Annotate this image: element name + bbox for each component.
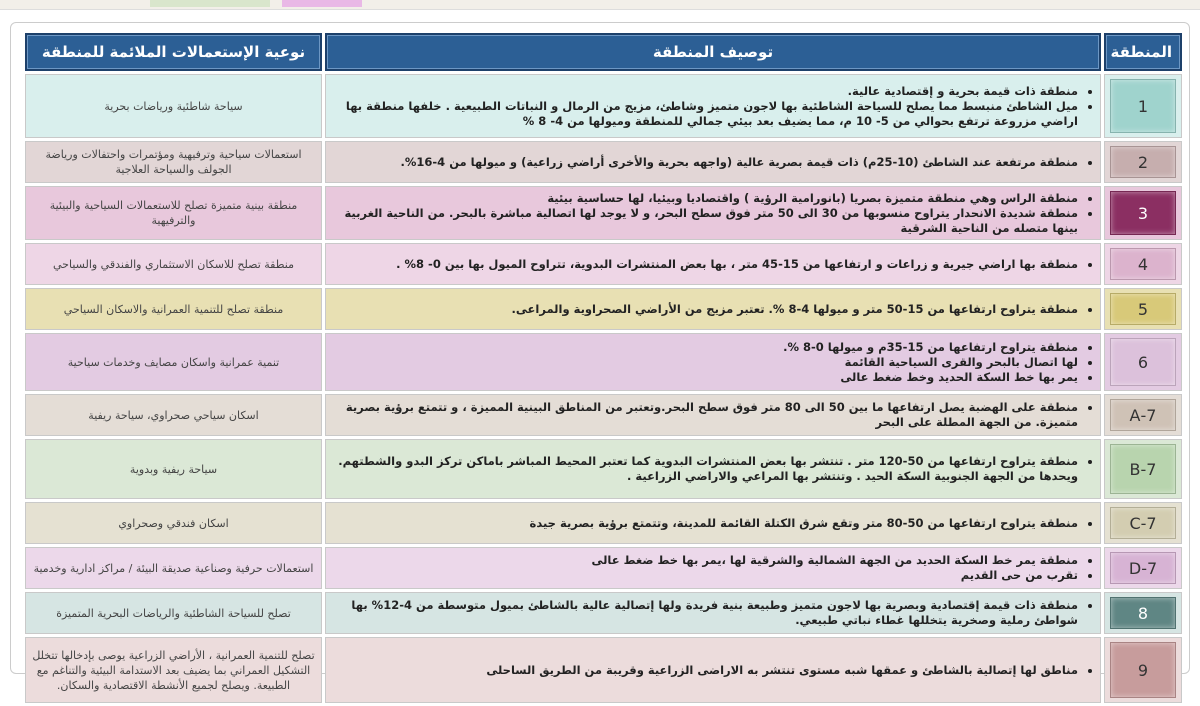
description-item: • منطقة يتراوح ارتفاعها من 15-50 متر و ميولها 4-8 %. تعتبر مزيج من الأراضي الصحراوية والمراعى. bbox=[332, 302, 1078, 317]
description-item: • منطقة يتراوح ارتفاعها من 50-120 متر . تنتشر بها بعض المنتشرات البدوية كما تعتبر المحيط المباشر باماكن تركز البدو والشطتهم. ويحدها من الجهة الجنوبية السكة الحيد . وتنتشر بها المراعي والاراضي الزراعية . bbox=[332, 454, 1078, 484]
zone-uses-cell: منطقة تصلح للتنمية العمرانية والاسكان السياحي bbox=[25, 288, 322, 330]
description-item: • منطقة ذات قيمة بحرية و إقتصادية عالية. bbox=[332, 84, 1078, 99]
zone-description-cell bbox=[325, 394, 1101, 436]
table-row bbox=[25, 186, 1182, 240]
zone-uses-cell: منطقة بينية متميزة تصلح للاستعمالات السياحية والبيئية والترفيهية bbox=[25, 186, 322, 240]
zone-id-badge: 8 bbox=[1110, 597, 1176, 629]
description-item: • منطقة يتراوح ارتفاعها من 50-80 متر وتقع شرق الكتلة القائمة للمدينة، وتتمتع برؤية بصرية جيدة bbox=[332, 516, 1078, 531]
table-row bbox=[25, 333, 1182, 391]
zone-description-cell bbox=[325, 141, 1101, 183]
table-row bbox=[25, 547, 1182, 589]
zone-id-badge: 7-B bbox=[1110, 444, 1176, 494]
description-item: • منطقة بها اراضي جيرية و زراعات و ارتفاعها من 15-45 متر ، بها بعض المنتشرات البدوية، تتراوح الميول بها بين 0- 8% . bbox=[332, 257, 1078, 272]
zone-cell bbox=[1104, 333, 1182, 391]
table-header-row bbox=[25, 33, 1182, 71]
description-list bbox=[332, 454, 1092, 484]
zone-uses-cell: منطقة تصلح للاسكان الاستثماري والفندقي والسياحي bbox=[25, 243, 322, 285]
zone-uses-cell: تصلح للتنمية العمرانية ، الأراضي الزراعية يوصى بإدخالها تتخلل التشكيل العمراني بما يضيف بعد الاستدامة البيئية والتناغم مع الطبيعة. ويصلح لجميع الأنشطة الاقتصادية والسكان. bbox=[25, 637, 322, 703]
zone-description-cell bbox=[325, 637, 1101, 703]
header-description: توصيف المنطقة bbox=[325, 33, 1101, 71]
table-row bbox=[25, 141, 1182, 183]
zone-description-cell bbox=[325, 547, 1101, 589]
zone-description-cell bbox=[325, 333, 1101, 391]
description-item: • يمر بها خط السكة الحديد وخط ضغط عالى bbox=[332, 370, 1078, 385]
zone-description-cell bbox=[325, 502, 1101, 544]
description-item: • منطقة ذات قيمة إقتصادية وبصرية بها لاجون متميز وطبيعة بنية فريدة ولها إتصالية عالية بالشاطئ بميول متوسطة من 4-12% بها شواطئ رملية وصخرية يتخللها غطاء نباتي طبيعي. bbox=[332, 598, 1078, 628]
zone-cell bbox=[1104, 547, 1182, 589]
description-item: • منطقة الراس وهي منطقة متميزة بصريا (بانورامية الرؤية ) واقتصاديا وبيئيا، لها حساسية بيئية bbox=[332, 191, 1078, 206]
zone-cell bbox=[1104, 394, 1182, 436]
zone-uses-cell: اسكان سياحي صحراوي، سياحة ريفية bbox=[25, 394, 322, 436]
zone-uses-cell: تنمية عمرانية واسكان مصايف وخدمات سياحية bbox=[25, 333, 322, 391]
zoning-table bbox=[22, 30, 1185, 706]
zone-cell bbox=[1104, 439, 1182, 499]
banner-accent bbox=[282, 0, 362, 7]
description-item: • منطقة يتراوح ارتفاعها من 15-35م و ميولها 0-8 %. bbox=[332, 340, 1078, 355]
zone-cell bbox=[1104, 288, 1182, 330]
description-list bbox=[332, 302, 1092, 317]
zone-uses-cell: سياحة شاطئية ورياضات بحرية bbox=[25, 74, 322, 138]
zone-description-cell bbox=[325, 439, 1101, 499]
zone-cell bbox=[1104, 74, 1182, 138]
zone-uses-cell: استعمالات سياحية وترفيهية ومؤتمرات واحتفالات ورياضة الجولف والسياحة العلاجية bbox=[25, 141, 322, 183]
description-item: • تقرب من حى القديم bbox=[332, 568, 1078, 583]
zone-uses-cell: سياحة ريفية وبدوية bbox=[25, 439, 322, 499]
zone-cell bbox=[1104, 141, 1182, 183]
banner-logo bbox=[150, 0, 270, 7]
zone-uses-cell: استعمالات حرفية وصناعية صديقة البيئة / مراكز ادارية وخدمية bbox=[25, 547, 322, 589]
description-item: • منطقة على الهضبة يصل ارتفاعها ما بين 50 الى 80 متر فوق سطح البحر.وتعتبر من المناطق البينية المميزة ، و تتمتع برؤية بصرية متميزة. من الجهة المطلة على البحر bbox=[332, 400, 1078, 430]
zone-description-cell bbox=[325, 186, 1101, 240]
table-row bbox=[25, 637, 1182, 703]
zone-cell bbox=[1104, 243, 1182, 285]
top-banner-strip bbox=[0, 0, 1200, 10]
zone-id-badge: 4 bbox=[1110, 248, 1176, 280]
description-item: • منطقة مرتفعة عند الشاطئ (10-25م) ذات قيمة بصرية عالية (واجهه بحرية والأخرى أراضي زراعية) و ميولها من 4-16%. bbox=[332, 155, 1078, 170]
zone-id-badge: 2 bbox=[1110, 146, 1176, 178]
table-row bbox=[25, 439, 1182, 499]
description-item: • لها اتصال بالبحر والقرى السياحية القائمة bbox=[332, 355, 1078, 370]
table-body bbox=[25, 74, 1182, 703]
table-row bbox=[25, 243, 1182, 285]
zone-description-cell bbox=[325, 74, 1101, 138]
zone-cell bbox=[1104, 592, 1182, 634]
table-row bbox=[25, 502, 1182, 544]
zone-id-badge: 3 bbox=[1110, 191, 1176, 235]
description-list bbox=[332, 191, 1092, 236]
table-row bbox=[25, 74, 1182, 138]
zone-id-badge: 7-D bbox=[1110, 552, 1176, 584]
zone-description-cell bbox=[325, 592, 1101, 634]
zone-id-badge: 7-A bbox=[1110, 399, 1176, 431]
description-list bbox=[332, 84, 1092, 129]
description-list bbox=[332, 340, 1092, 385]
zone-cell bbox=[1104, 186, 1182, 240]
description-item: • ميل الشاطئ منبسط مما يصلح للسياحة الشاطئية بها لاجون متميز وشاطئ، مزيج من الرمال و النباتات الطبيعية . خلفها منطقة بها اراضي مزروعة ترتفع بحوالي من 5- 10 م، مما يضيف بعد بيئي جمالي للمنطقة وميولها من 4- 8 % bbox=[332, 99, 1078, 129]
table-row bbox=[25, 592, 1182, 634]
zone-uses-cell: اسكان فندقي وصحراوي bbox=[25, 502, 322, 544]
zone-id-badge: 5 bbox=[1110, 293, 1176, 325]
zone-uses-cell: تصلح للسياحة الشاطئية والرياضات البحرية المتميزة bbox=[25, 592, 322, 634]
zone-id-badge: 1 bbox=[1110, 79, 1176, 133]
zone-id-badge: 7-C bbox=[1110, 507, 1176, 539]
description-item: • مناطق لها إتصالية بالشاطئ و عمقها شبه مستوى تنتشر به الاراضى الزراعية وقريبة من الطريق الساحلى bbox=[332, 663, 1078, 678]
zone-id-badge: 9 bbox=[1110, 642, 1176, 698]
description-item: • منطقة يمر خط السكة الحديد من الجهة الشمالية والشرقية لها ،يمر بها خط ضغط عالى bbox=[332, 553, 1078, 568]
table-row bbox=[25, 288, 1182, 330]
zone-id-badge: 6 bbox=[1110, 338, 1176, 386]
description-list bbox=[332, 155, 1092, 170]
description-list bbox=[332, 663, 1092, 678]
description-list bbox=[332, 553, 1092, 583]
header-zone: المنطقة bbox=[1104, 33, 1182, 71]
zone-description-cell bbox=[325, 243, 1101, 285]
description-list bbox=[332, 516, 1092, 531]
description-list bbox=[332, 400, 1092, 430]
table-row bbox=[25, 394, 1182, 436]
zone-cell bbox=[1104, 637, 1182, 703]
zone-description-cell bbox=[325, 288, 1101, 330]
header-uses: نوعية الإستعمالات الملائمة للمنطقة bbox=[25, 33, 322, 71]
description-list bbox=[332, 598, 1092, 628]
zone-cell bbox=[1104, 502, 1182, 544]
description-item: • منطقة شديدة الانحدار يتراوح منسوبها من 30 الى 50 متر فوق سطح البحر، و لا يوجد لها اتصالية مباشرة بالبحر. من الناحية الغربية بينها متصله من الناحية الشرقية bbox=[332, 206, 1078, 236]
description-list bbox=[332, 257, 1092, 272]
